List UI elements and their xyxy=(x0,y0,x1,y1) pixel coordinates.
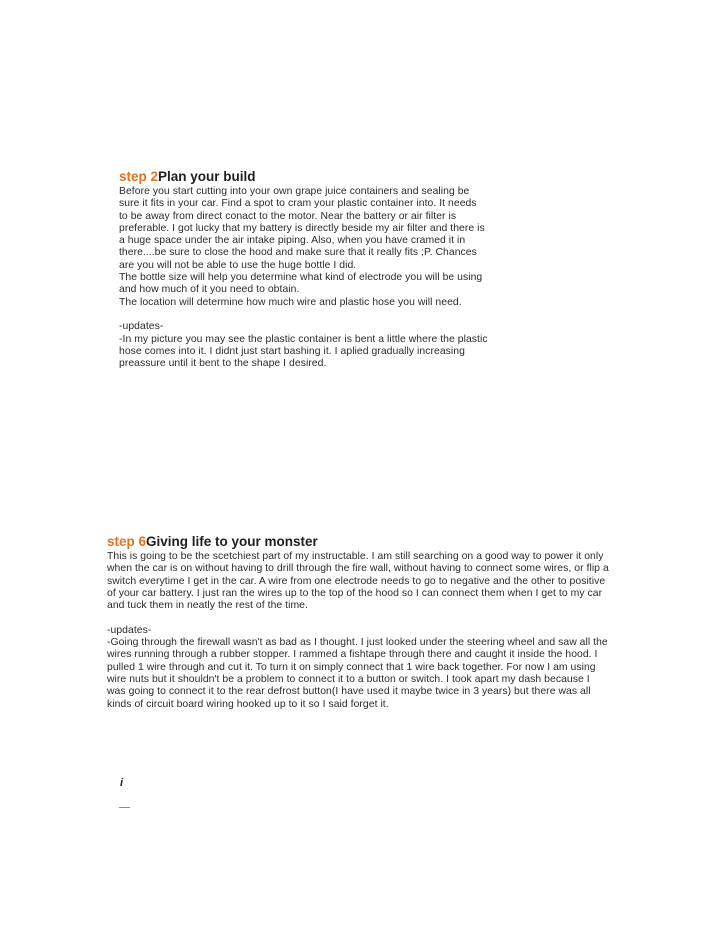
step-2-line: a huge space under the air intake piping. Also, when you have cramed it in xyxy=(119,235,466,247)
step-6-updates-label: -updates- xyxy=(107,624,152,636)
step-2-blank-line xyxy=(119,309,519,321)
step-2-line: Before you start cutting into your own grape juice containers and sealing be xyxy=(119,186,470,197)
italic-i-marker: i xyxy=(120,777,124,789)
step-6-line: and tuck them in neatly the rest of the time. xyxy=(107,600,308,612)
step-2-line: are you will not be able to use the huge bottle I did. xyxy=(119,259,357,271)
step-6-line: This is going to be the scetchiest part of my instructable. I am still searching on a good way to power it only xyxy=(107,551,604,562)
step-6-line: was going to connect it to the rear defrost button(I have used it maybe twice in 3 years) but there was all xyxy=(107,686,591,698)
step-2-line: hose comes into it. I didnt just start bashing it. I aplied gradually increasing xyxy=(119,345,465,357)
step-2-line: -In my picture you may see the plastic container is bent a little where the plastic xyxy=(119,333,488,345)
underscore-marker xyxy=(119,807,130,808)
step-6-line: when the car is on without having to drill through the fire wall, without having to connect some wires, or flip a xyxy=(107,563,609,575)
step-2-updates-label: -updates- xyxy=(119,321,164,333)
step-2-line: The bottle size will help you determine what kind of electrode you will be using xyxy=(119,272,483,284)
step-2-line: The location will determine how much wire and plastic hose you will need. xyxy=(119,296,462,308)
step-2-title: Plan your build xyxy=(158,169,256,184)
step-6-number: step 6 xyxy=(107,534,147,549)
step-6-line: switch everytime I get in the car. A wire from one electrode needs to go to negative and the other to positive xyxy=(107,575,606,587)
step-2-line: and how much of it you need to obtain. xyxy=(119,284,300,296)
step-6-section xyxy=(107,534,622,711)
step-6-blank-line xyxy=(107,612,622,624)
step-6-body xyxy=(107,551,622,711)
step-2-line: preferable. I got lucky that my battery is directly beside my air filter and there is xyxy=(119,222,485,234)
step-2-line: there....be sure to close the hood and make sure that it really fits ;P. Chances xyxy=(119,247,477,259)
step-6-line: of your car battery. I just ran the wires up to the top of the hood so I can connect them when I get to my car xyxy=(107,587,603,599)
step-6-line: wires running through a rubber stopper. I rammed a fishtape through there and caught it inside the hood. I xyxy=(107,649,598,661)
step-2-number: step 2 xyxy=(119,169,159,184)
step-6-line: kinds of circuit board wiring hooked up to it so I said forget it. xyxy=(107,698,389,710)
step-2-line: sure it fits in your car. Find a spot to cram your plastic container into. It needs xyxy=(119,198,477,210)
step-6-line: wire nuts but it shouldn't be a problem to connect it to a button or switch. I took apart my dash because I xyxy=(107,673,590,685)
step-2-line: preassure until it bent to the shape I desired. xyxy=(119,358,327,370)
step-6-line: -Going through the firewall wasn't as bad as I thought. I just looked under the steering wheel and saw all the xyxy=(107,637,608,649)
step-2-section xyxy=(119,169,519,370)
step-2-body xyxy=(119,186,519,370)
step-2-line: to be away from direct conact to the motor. Near the battery or air filter is xyxy=(119,210,457,222)
step-6-heading xyxy=(107,534,622,550)
step-2-heading xyxy=(119,169,519,185)
step-6-title: Giving life to your monster xyxy=(146,534,318,549)
step-6-line: pulled 1 wire through and cut it. To turn it on simply connect that 1 wire back together. For now I am using xyxy=(107,661,596,673)
